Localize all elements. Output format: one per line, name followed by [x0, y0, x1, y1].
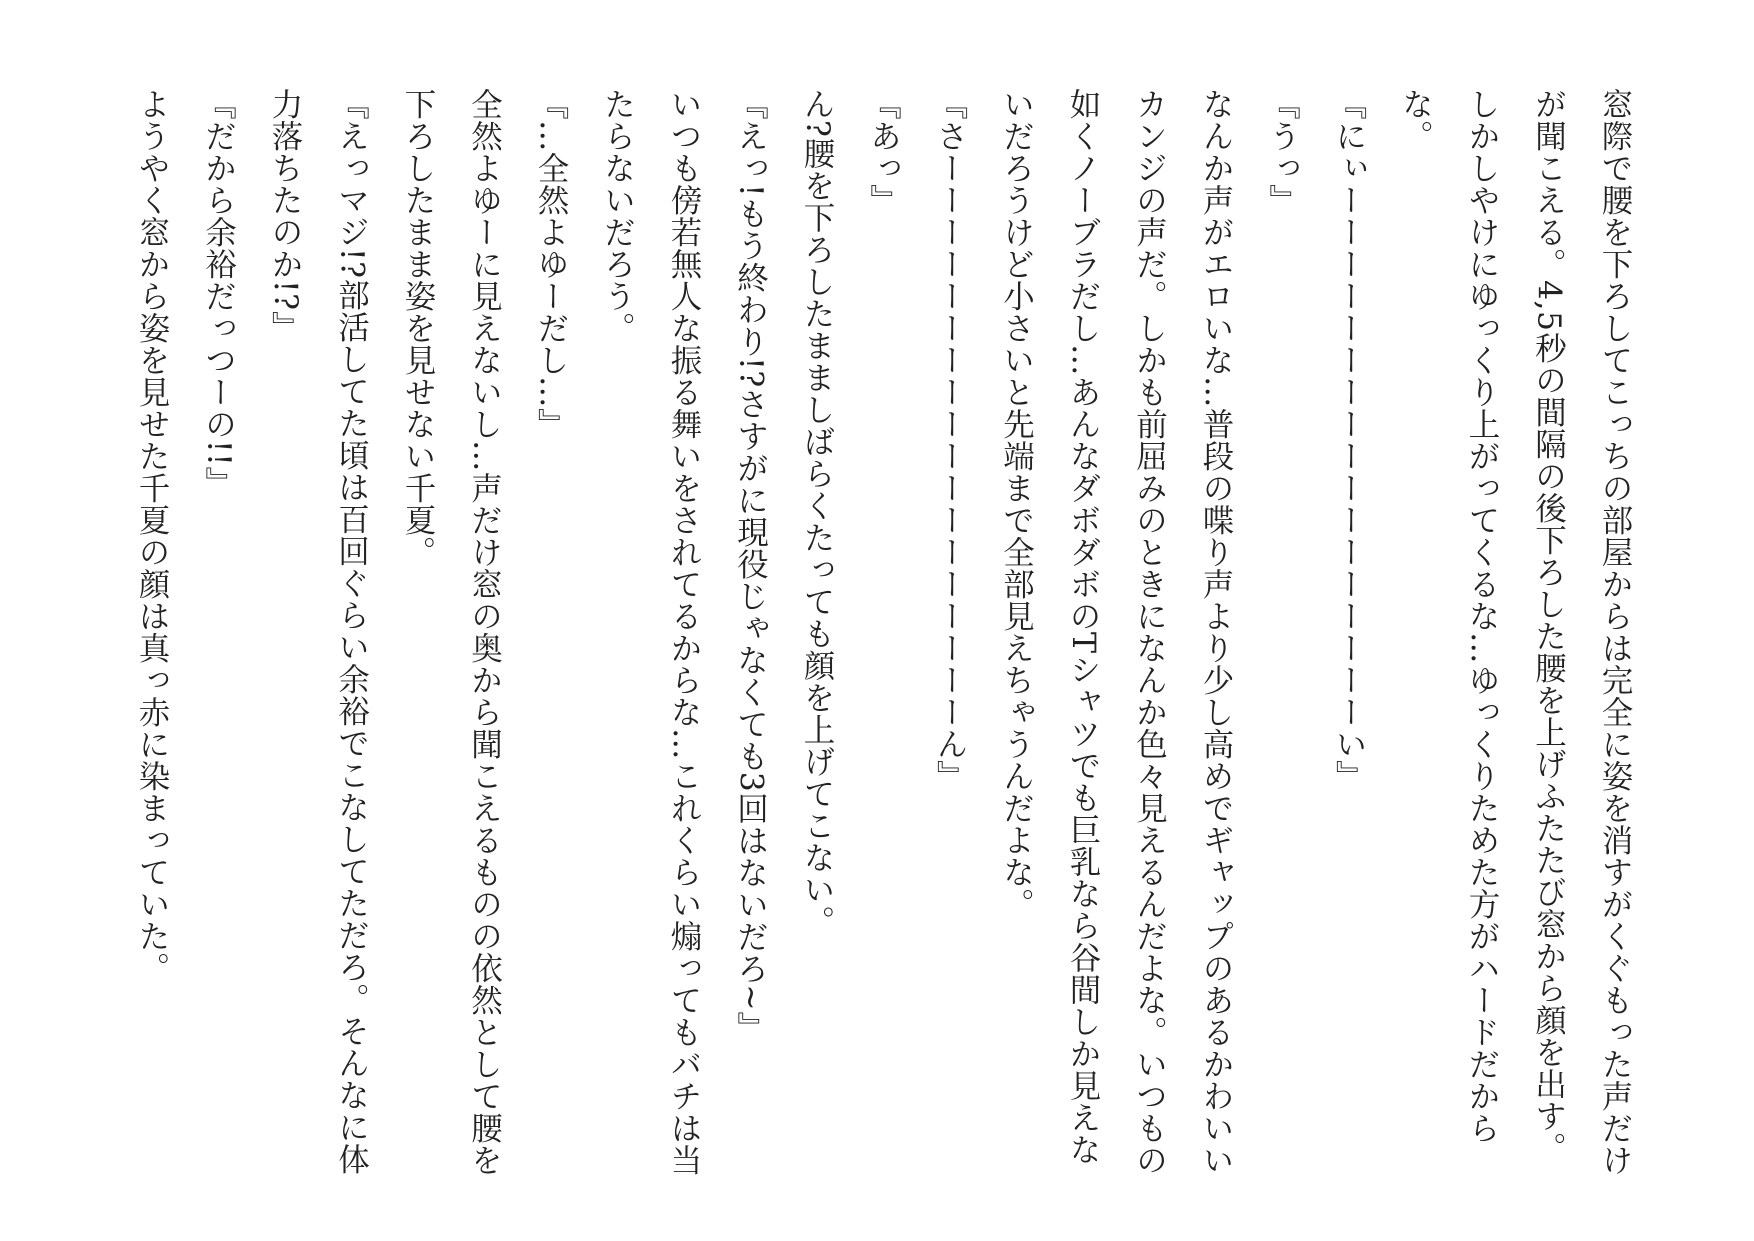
paragraph: ようやく窓から姿を見せた千夏の顔は真っ赤に染まっていた。: [134, 88, 170, 984]
dialogue-line: 『…全然よゆーだし…』: [533, 88, 569, 440]
vertical-text-body: [119, 88, 1649, 1178]
dialogue-line: 『にぃーーーーーーーーーーーーーーーーーい』: [1331, 88, 1367, 792]
dialogue-line: 『うっ』: [1264, 88, 1301, 216]
paragraph: 窓際で腰を下ろしてこっちの部屋からは完全に姿を消すがくぐもった声だけが聞こえる。4,5秒の間隔の後下ろした腰を上げふたたび窓から顔を出す。しかしやけにゆっくり上がってくるな…ゆっくりためた方がハードだからな。: [1397, 88, 1633, 1176]
paragraph: なんか声がエロいな…普段の喋り声より少し高めでギャップのあるかわいいカンジの声だ。しかも前屈みのときになんか色々見えるんだよな。いつもの如くノーブラだし…あんなダボダボのTシャツでも巨乳なら谷間しか見えないだろうけど小さいと先端まで全部見えちゃうんだよな。: [998, 88, 1234, 1176]
paragraph: 全然よゆーに見えないし…声だけ窓の奥から聞こえるものの依然として腰を下ろしたまま姿を見せない千夏。: [400, 88, 503, 1176]
dialogue-line: 『あっ』: [865, 88, 902, 216]
paragraph: ん?腰を下ろしたまましばらくたっても顔を上げてこない。: [799, 88, 835, 938]
dialogue-line: 『だから余裕だっつーの!!』: [200, 88, 237, 499]
dialogue-line: 『えっマジ!?部活してた頃は百回ぐらい余裕でこなしてただろ。そんなに体力落ちたのか!?』: [267, 88, 370, 1175]
paragraph: いつも傍若無人な振る舞いをされてるからな…これくらい煽ってもバチは当たらないだろう。: [599, 88, 702, 1176]
dialogue-line: 『えっ!もう終わり!?さすがに現役じゃなくても3回はないだろ~』: [732, 88, 769, 1044]
dialogue-line: 『さーーーーーーーーーーーーーーーーーーん』: [932, 88, 968, 792]
